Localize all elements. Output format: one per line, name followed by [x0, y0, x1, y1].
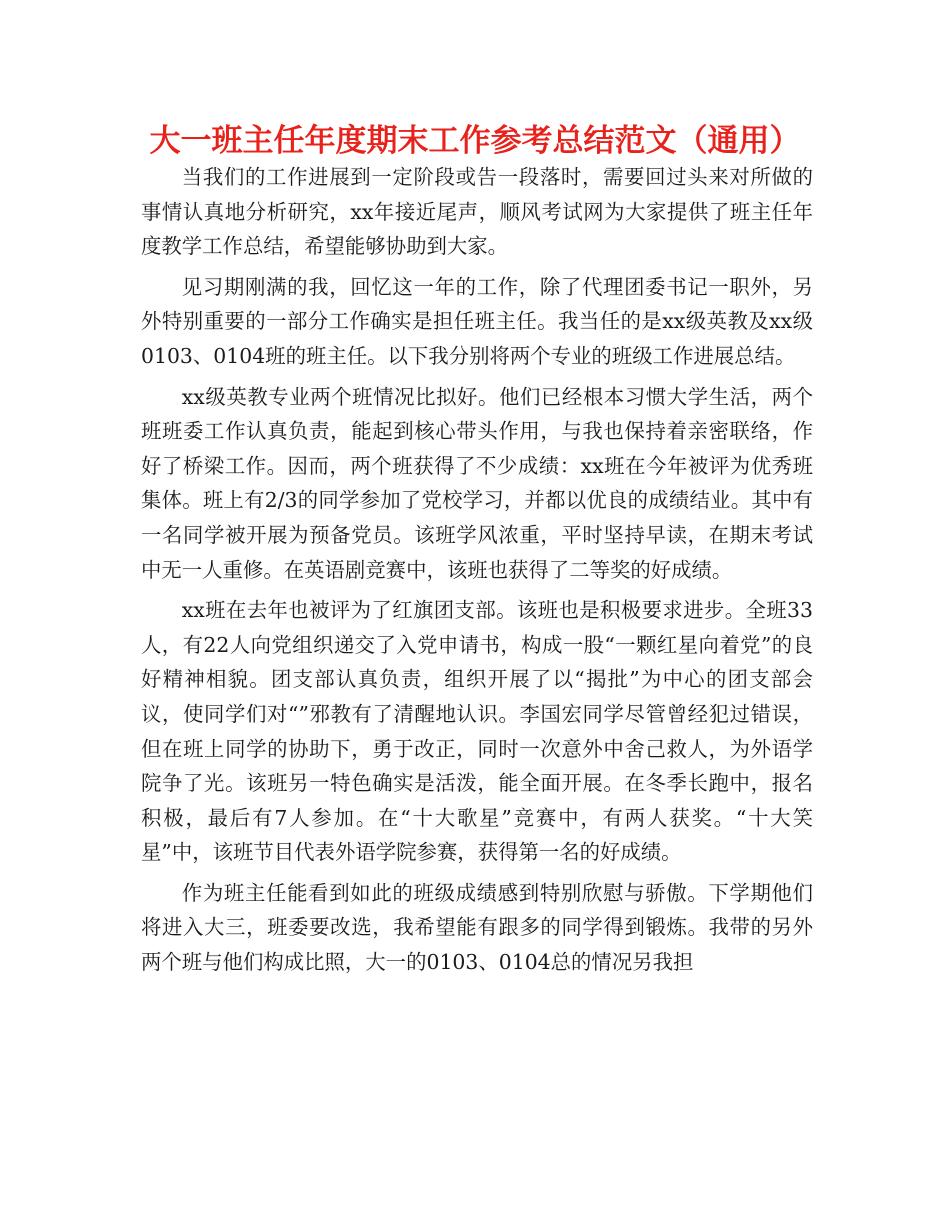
paragraph-overview: 见习期刚满的我，回忆这一年的工作，除了代理团委书记一职外，另外特别重要的一部分工作确实是担任班主任。我当任的是xx级英教及xx级0103、0104班的班主任。以下我分别将两个专业的班级工作进展总结。	[141, 274, 813, 368]
document-title: 大一班主任年度期末工作参考总结范文（通用）	[149, 123, 801, 159]
document-body	[141, 160, 813, 986]
paragraph-intro: 当我们的工作进展到一定阶段或告一段落时，需要回过头来对所做的事情认真地分析研究，xx年接近尾声，顺风考试网为大家提供了班主任年度教学工作总结，希望能够协助到大家。	[141, 165, 813, 259]
paragraph-reflection: 作为班主任能看到如此的班级成绩感到特别欣慰与骄傲。下学期他们将进入大三，班委要改选，我希望能有跟多的同学得到锻炼。我带的另外两个班与他们构成比照，大一的0103、0104总的情况另我担	[141, 880, 813, 975]
paragraph-english-classes: xx级英教专业两个班情况比拟好。他们已经根本习惯大学生活，两个班班委工作认真负责，能起到核心带头作用，与我也保持着亲密联络，作好了桥梁工作。因而，两个班获得了不少成绩：xx班在今年被评为优秀班集体。班上有2/3的同学参加了党校学习，并都以优良的成绩结业。其中有一名同学被开展为预备党员。该班学风浓重，平时坚持早读，在期末考试中无一人重修。在英语剧竞赛中，该班也获得了二等奖的好成绩。	[141, 384, 813, 582]
paragraph-red-flag-branch: xx班在去年也被评为了红旗团支部。该班也是积极要求进步。全班33人，有22人向党组织递交了入党申请书，构成一股“一颗红星向着党”的良好精神相貌。团支部认真负责，组织开展了以“揭批”为中心的团支部会议，使同学们对“”邪教有了清醒地认识。李国宏同学尽管曾经犯过错误，但在班上同学的协助下，勇于改正，同时一次意外中舍己救人，为外语学院争了光。该班另一特色确实是活泼，能全面开展。在冬季长跑中，报名积极，最后有7人参加。在“十大歌星”竞赛中，有两人获奖。“十大笑星”中，该班节目代表外语学院参赛，获得第一名的好成绩。	[141, 598, 813, 865]
